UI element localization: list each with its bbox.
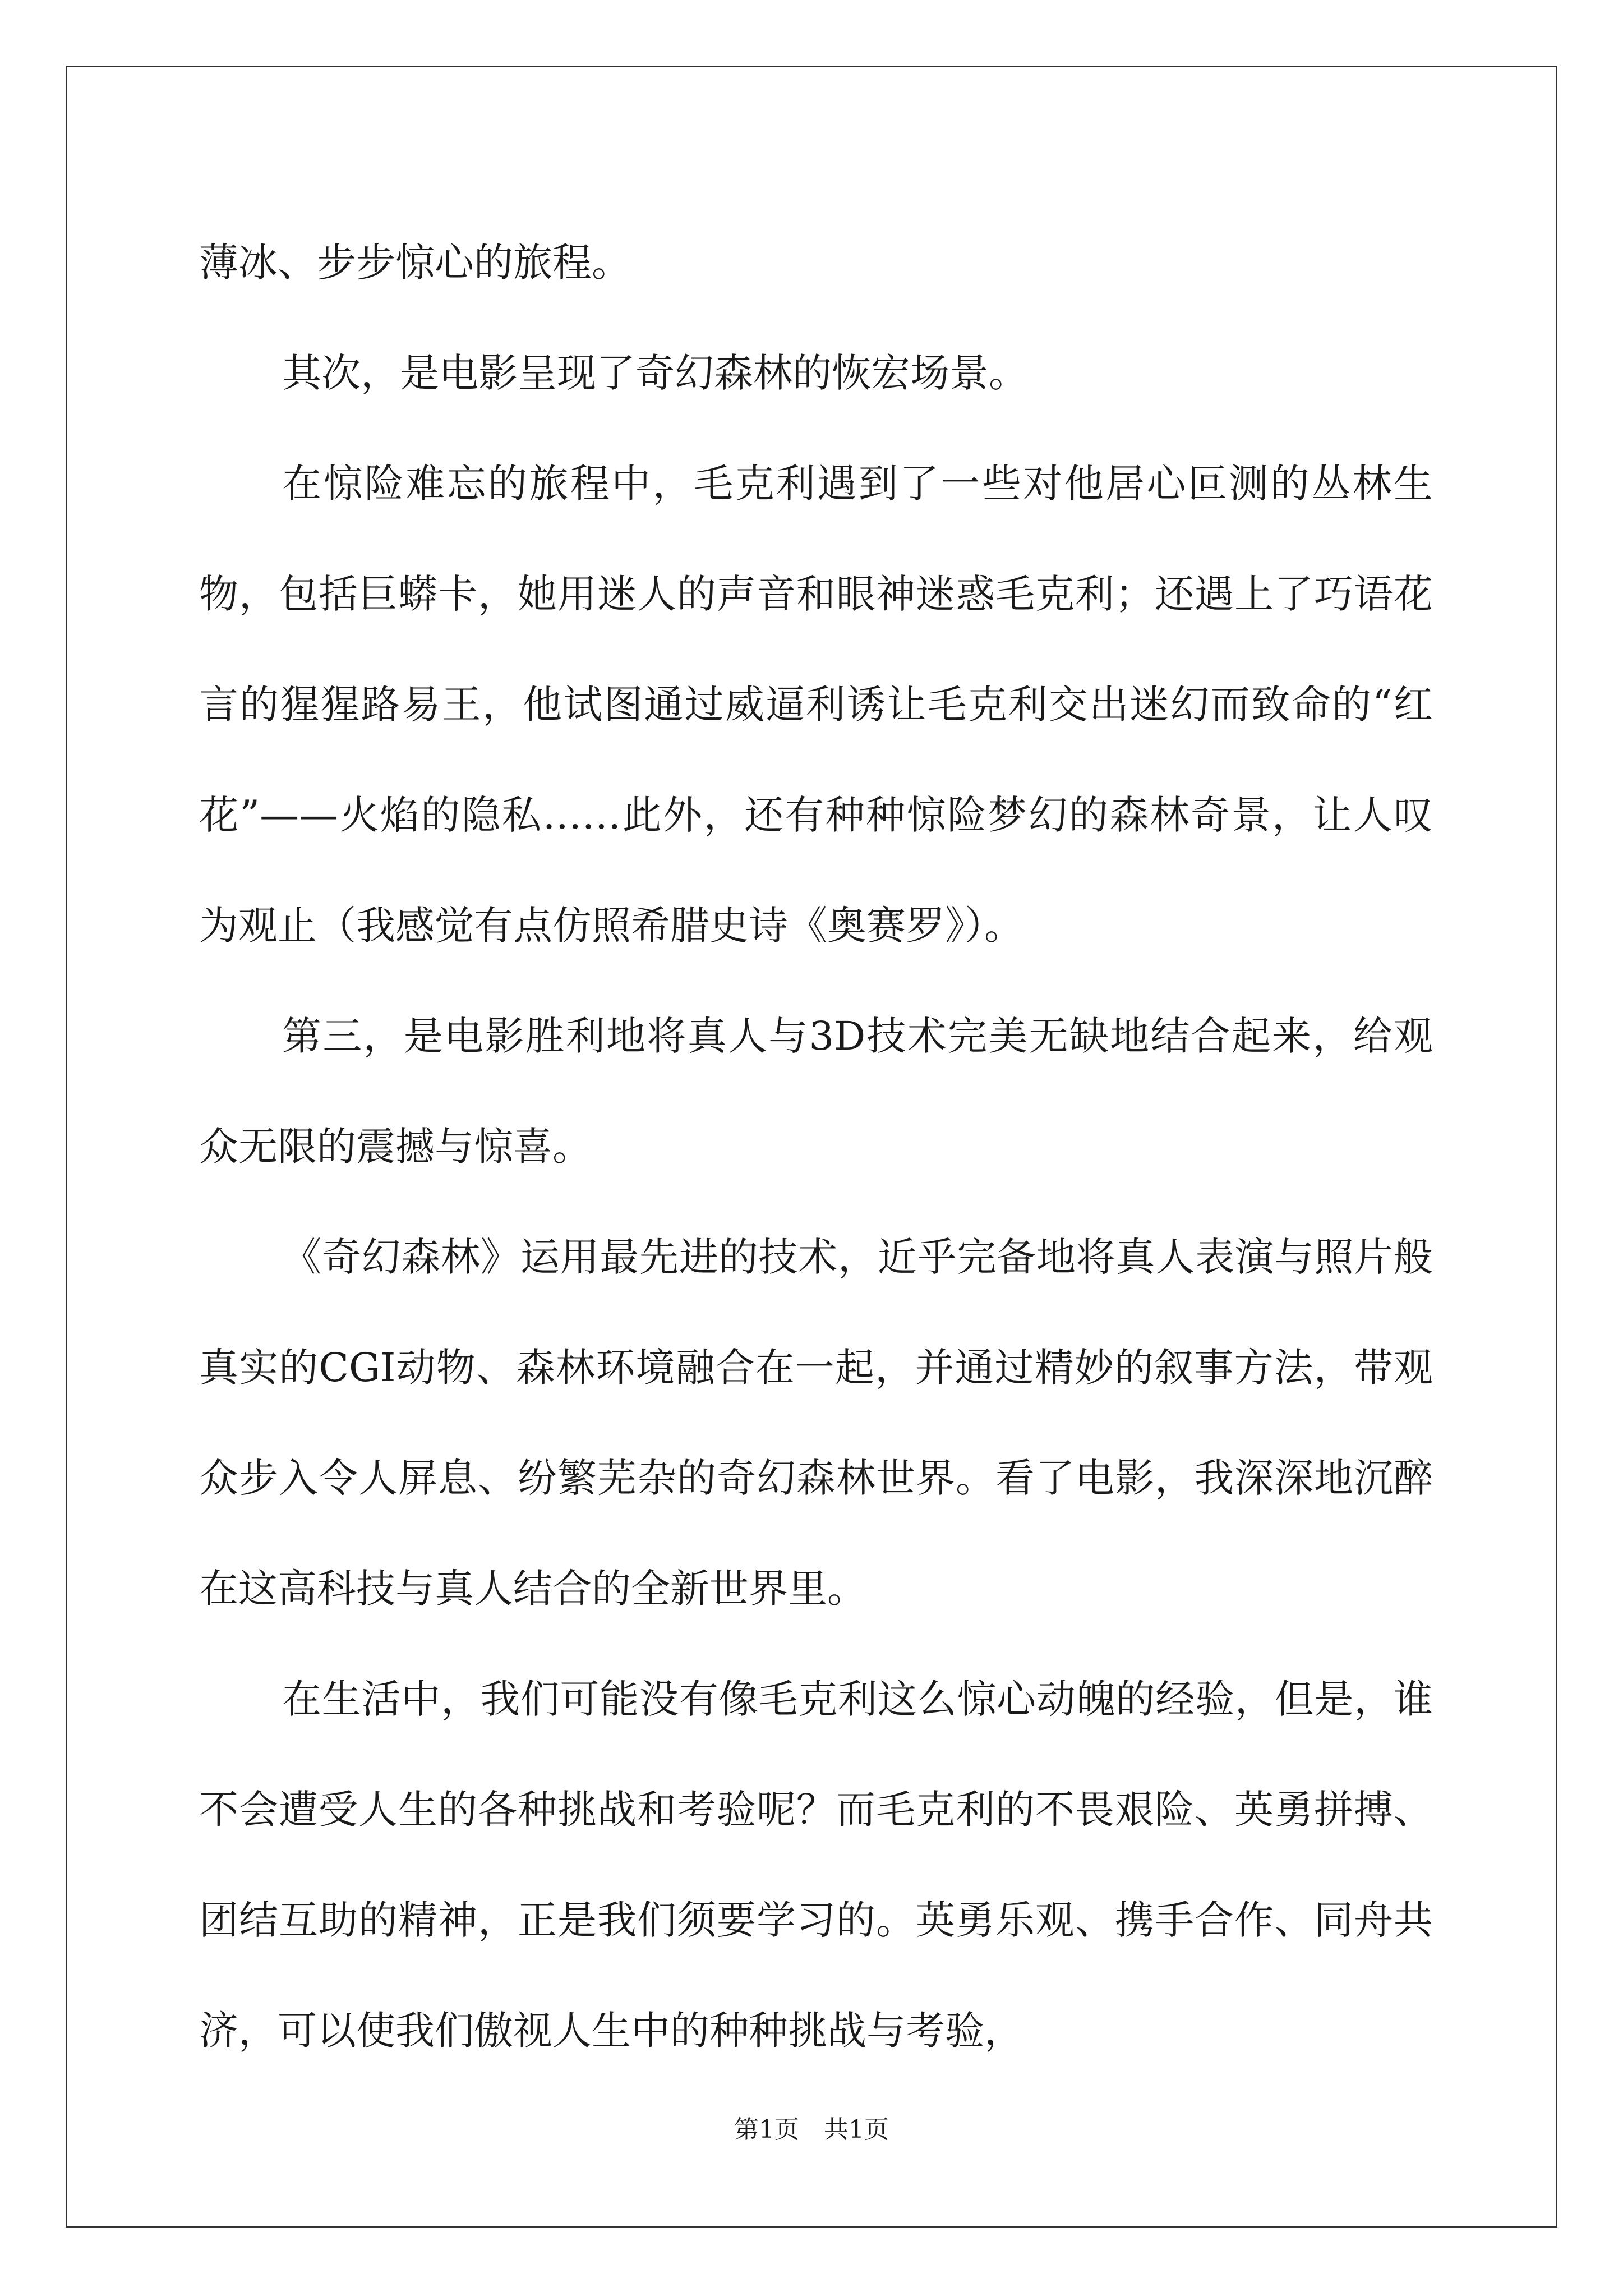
paragraph-2: 其次，是电影呈现了奇幻森林的恢宏场景。: [282, 350, 1028, 396]
paragraph-3: 在惊险难忘的旅程中，毛克利遇到了一些对他居心叵测的丛林生物，包括巨蟒卡，她用迷人的声音和眼神迷惑毛克利；还遇上了巧语花言的猩猩路易王，他试图通过威逼利诱让毛克利交出迷幻而致命的“红花”——火焰的隐私……此外，还有种种惊险梦幻的森林奇景，让人叹为观止（我感觉有点仿照希腊史诗《奥赛罗》）。: [199, 461, 1433, 949]
page-number-footer: 第1页 共1页: [734, 2115, 889, 2144]
paragraph-1: 薄冰、步步惊心的旅程。: [199, 240, 631, 286]
paragraph-5: 《奇幻森林》运用最先进的技术，近乎完备地将真人表演与照片般真实的CGI动物、森林环境融合在一起，并通过精妙的叙事方法，带观众步入令人屏息、纷繁芜杂的奇幻森林世界。看了电影，我深深地沉醉在这高科技与真人结合的全新世界里。: [199, 1234, 1433, 1612]
paragraph-4: 第三，是电影胜利地将真人与3D技术完美无缺地结合起来，给观众无限的震撼与惊喜。: [199, 1013, 1433, 1170]
paragraph-6: 在生活中，我们可能没有像毛克利这么惊心动魄的经验，但是，谁不会遭受人生的各种挑战和考验呢？而毛克利的不畏艰险、英勇拼搏、团结互助的精神，正是我们须要学习的。英勇乐观、携手合作、同舟共济，可以使我们傲视人生中的种种挑战与考验，: [199, 1676, 1433, 2054]
document-body: [199, 208, 1433, 2086]
